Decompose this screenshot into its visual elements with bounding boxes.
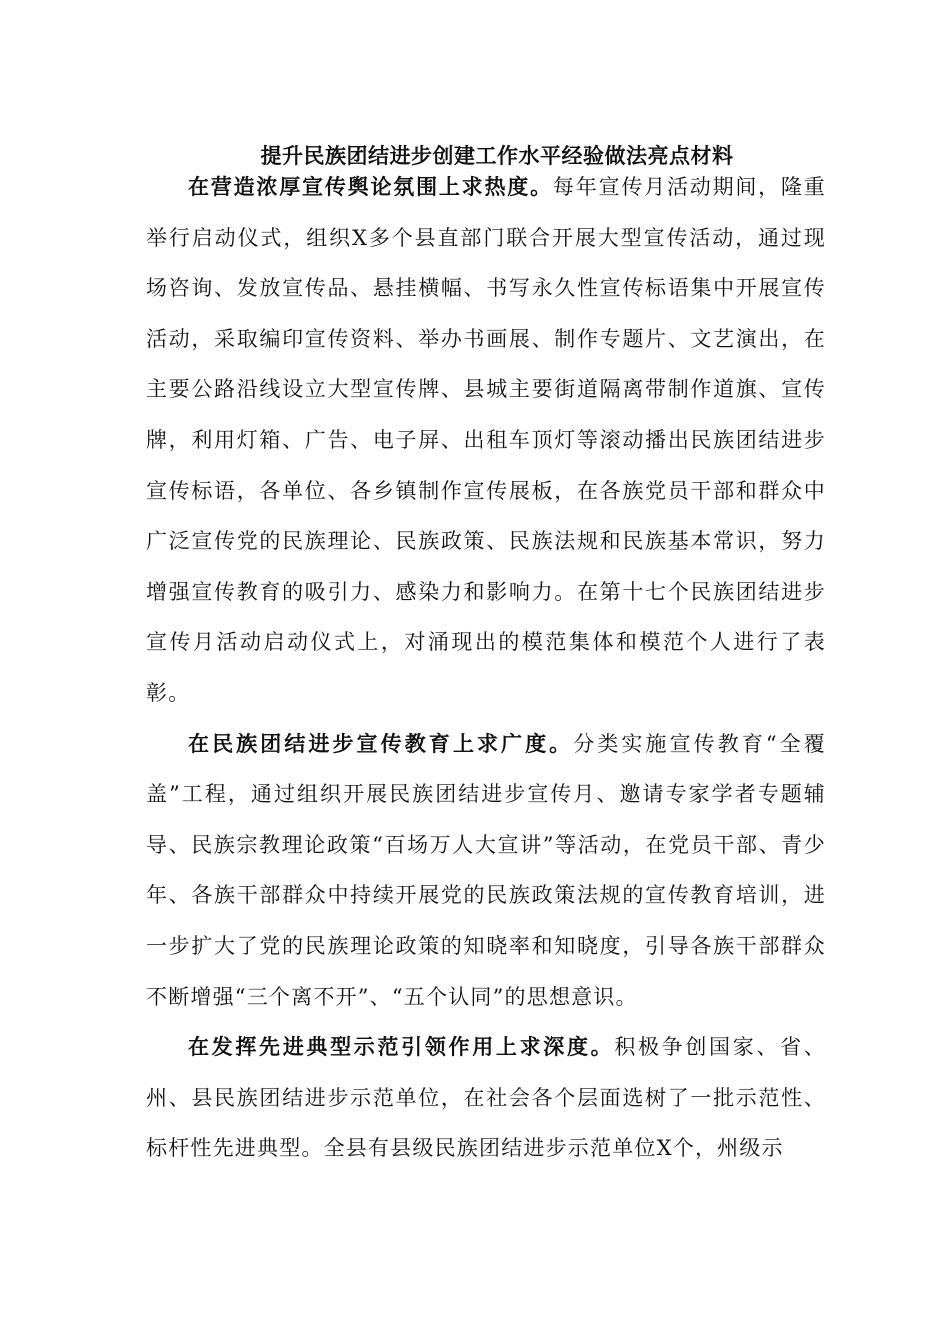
paragraph-3-text: 积极争创国家、省、州、县民族团结进步示范单位，在社会各个层面选树了一批示范性、标杆性先进典型。全县有县级民族团结进步示范单位X个，州级示 <box>146 1035 826 1161</box>
document-title: 提升民族团结进步创建工作水平经验做法亮点材料 <box>260 143 734 168</box>
paragraph-2-heading: 在民族团结进步宣传教育上求广度。 <box>188 730 574 756</box>
paragraph-2-text: 分类实施宣传教育“全覆盖”工程，通过组织开展民族团结进步宣传月、邀请专家学者专题辅导、民族宗教理论政策“百场万人大宣讲”等活动，在党员干部、青少年、各族干部群众中持续开展党的民族政策法规的宣传教育培训，进一步扩大了党的民族理论政策的知晓率和知晓度，引导各族干部群众不断增强“三个离不开”、“五个认同”的思想意识。 <box>146 731 826 1009</box>
document-body <box>146 162 826 1174</box>
paragraph-3 <box>146 1022 826 1174</box>
paragraph-3-heading: 在发挥先进典型示范引领作用上求深度。 <box>188 1034 615 1060</box>
paragraph-1 <box>146 162 826 719</box>
paragraph-1-heading: 在营造浓厚宣传舆论氛围上求热度。 <box>188 174 553 199</box>
paragraph-1-text: 每年宣传月活动期间，隆重举行启动仪式，组织X多个县直部门联合开展大型宣传活动，通过现场咨询、发放宣传品、悬挂横幅、书写永久性宣传标语集中开展宣传活动，采取编印宣传资料、举办书画展、制作专题片、文艺演出，在主要公路沿线设立大型宣传牌、县城主要街道隔离带制作道旗、宣传牌，利用灯箱、广告、电子屏、出租车顶灯等滚动播出民族团结进步宣传标语，各单位、各乡镇制作宣传展板，在各族党员干部和群众中广泛宣传党的民族理论、民族政策、民族法规和民族基本常识，努力增强宣传教育的吸引力、感染力和影响力。在第十七个民族团结进步宣传月活动启动仪式上，对涌现出的模范集体和模范个人进行了表彰。 <box>146 175 826 705</box>
paragraph-2 <box>146 719 826 1023</box>
